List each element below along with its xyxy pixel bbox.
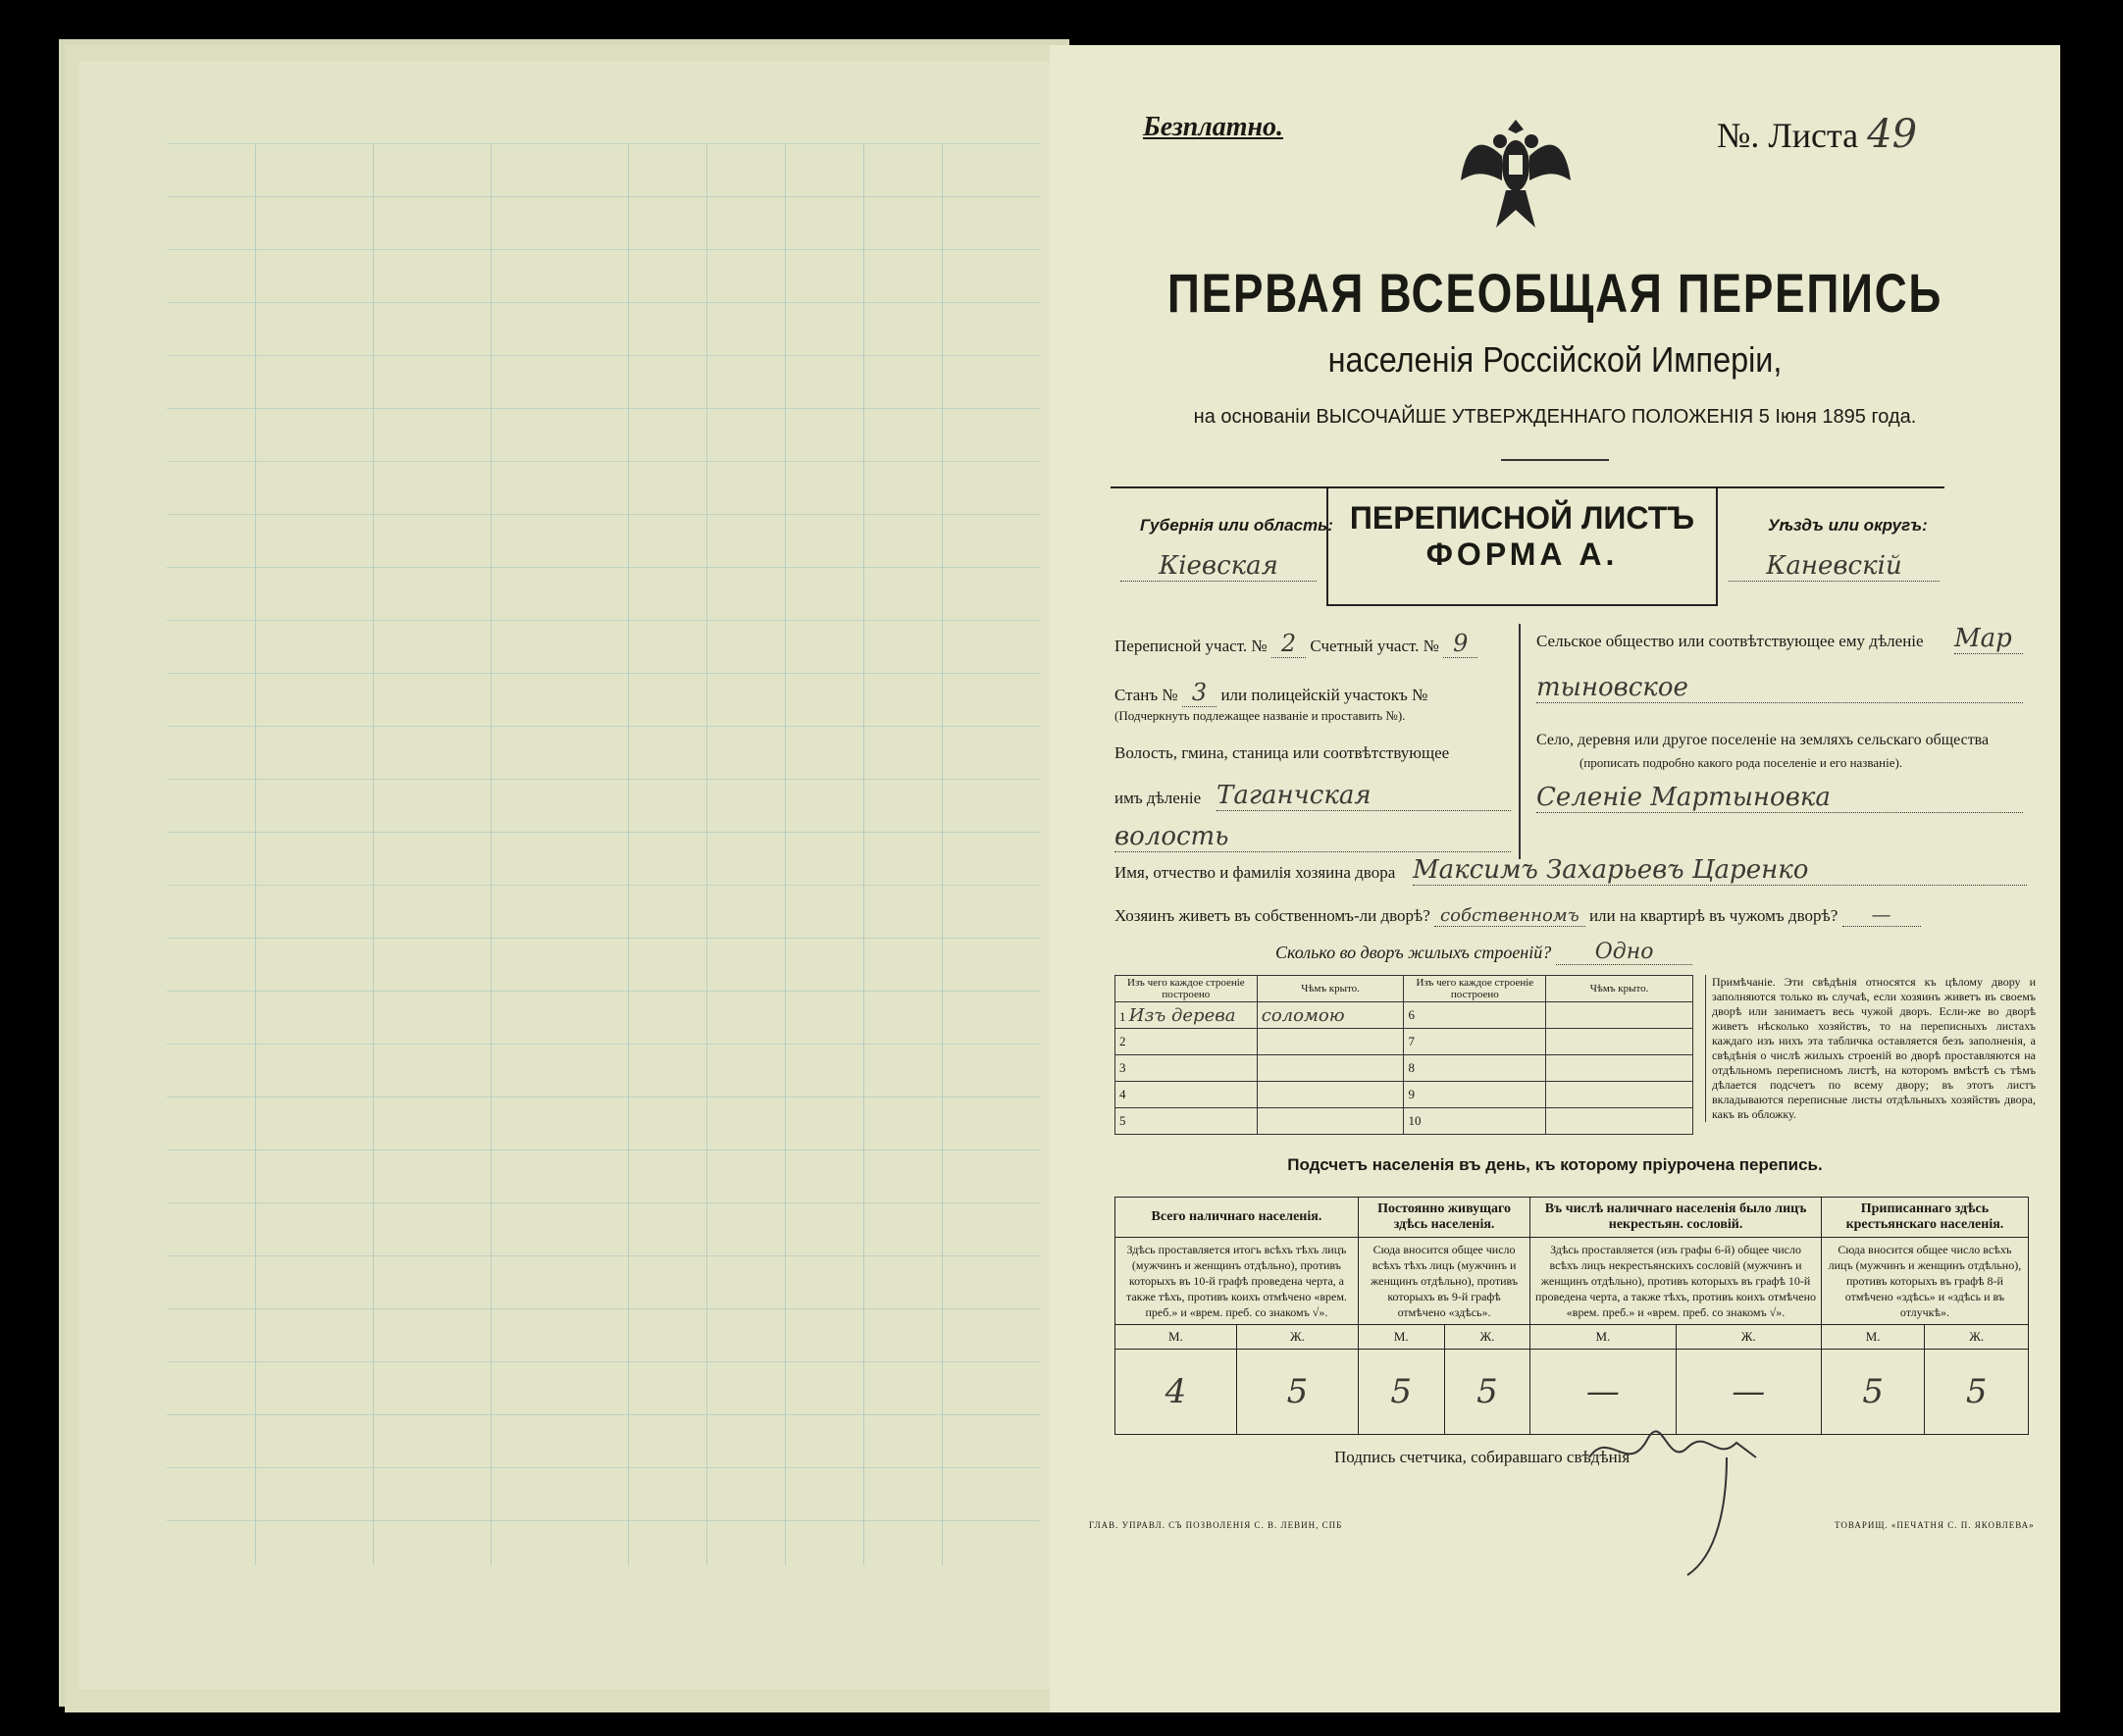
col-material: Изъ чего каждое строеніе построено [1404, 976, 1546, 1002]
census-district-value: 2 [1271, 630, 1306, 658]
population-count-table: Всего наличнаго населенія. Постоянно живущаго здѣсь населенія. Въ числѣ наличнаго населенія было лицъ некрестьян. сословій. Приписаннаго здѣсь крестьянскаго населенія. Здѣсь проставляется итогъ всѣхъ тѣхъ лицъ (мужчинъ и женщинъ отдѣльно), противъ которыхъ въ 10-й графѣ проведена черта, а также тѣхъ, противъ коихъ отмѣчено «врем. преб.» и «врем. преб. со знакомъ √». Сюда вносится общее число всѣхъ тѣхъ лицъ (мужчинъ и женщинъ отдѣльно), противъ которыхъ въ 9-й графѣ отмѣчено «здѣсь». Здѣсь проставляется (изъ графы 6-й) общее число всѣхъ лицъ некрестьянскихъ сословій (мужчинъ и женщинъ отдѣльно), противъ которыхъ въ графѣ 10-й проведена черта, а также тѣхъ, противъ коихъ отмѣчено «врем. преб.» и «врем. преб. со знакомъ √». Сюда вносится общее число всѣхъ лицъ (мужчинъ и женщинъ отдѣльно), противъ которыхъ въ графѣ 8-й отмѣчено «здѣсь» и «здѣсь и въ отлучкѣ». М. Ж. М. Ж. М. Ж. М. Ж. 4 5 5 5 — — 5 5 [1114, 1197, 2029, 1435]
sheet-number-value: 49 [1867, 112, 1918, 157]
community-value-2: тыновское [1536, 673, 2023, 703]
counting-district-value: 9 [1443, 630, 1477, 658]
count-col-desc: Здѣсь проставляется (изъ графы 6-й) общее число всѣхъ лицъ некрестьянскихъ сословій (мужчинъ и женщинъ отдѣльно), противъ которыхъ въ графѣ 10-й проведена черта, а также тѣхъ, противъ коихъ отмѣчено «врем. преб.» и «врем. преб. со знакомъ √». [1530, 1238, 1822, 1325]
stan-note: (Подчеркнуть подлежащее названіе и проставить №). [1114, 708, 1406, 723]
volost-label-2: имъ дѣленіе [1114, 789, 1202, 807]
col-roof: Чѣмъ крыто. [1546, 976, 1693, 1002]
document-title: ПЕРВАЯ ВСЕОБЩАЯ ПЕРЕПИСЬ [1166, 262, 1943, 324]
gubernia-label: Губернія или область: [1140, 516, 1333, 535]
census-district-line: Переписной участ. № 2 Счетный участ. № 9 [1114, 630, 1477, 657]
note-text: Примѣчаніе. Эти свѣдѣнія относятся къ цѣлому двору и заполняются только въ случаѣ, если хозяинъ живетъ въ своемъ дворѣ или занимаетъ весь чужой дворъ. Если-же во дворѣ живетъ нѣсколько хозяйствъ, то на переписныхъ листахъ каждаго изъ нихъ эта табличка оставляется безъ заполненія, а свѣдѣнія о числѣ жилыхъ строеній во дворѣ проставляются на отдѣльномъ переписномъ листѣ, на которомъ вмѣстѣ съ тѣмъ дѣлается подсчетъ по всему двору; въ этотъ листъ вкладываются переписные листы отдѣльныхъ хозяйствъ двора, какъ въ обложку. [1705, 975, 2036, 1122]
community-label: Сельское общество или соотвѣтствующее ему дѣленіе [1536, 632, 1924, 650]
volost-label: Волость, гмина, станица или соотвѣтствующее [1114, 743, 1450, 762]
left-page [78, 61, 1072, 1689]
community-value: Мар [1954, 624, 2023, 654]
table-row: 1 Изъ дерева соломою 6 [1115, 1002, 1693, 1029]
counter-signature [1579, 1418, 1776, 1585]
free-label: Безплатно. [1143, 112, 1284, 142]
census-form-page [1050, 45, 2060, 1712]
village-value: Селеніе Мартыновка [1536, 783, 2023, 813]
table-row: 2 7 [1115, 1029, 1693, 1055]
gubernia-value: Кіевская [1120, 551, 1317, 582]
footer-printer-right: ТОВАРИЩ. «ПЕЧАТНЯ С. П. ЯКОВЛЕВА» [1835, 1520, 2035, 1530]
count-col-title: Постоянно живущаго здѣсь населенія. [1358, 1198, 1529, 1238]
village-label: Село, деревня или другое поселеніе на земляхъ сельскаго общества [1536, 732, 1990, 748]
footer-printer-left: ГЛАВ. УПРАВЛ. СЪ ПОЗВОЛЕНІЯ С. В. ЛЕВИН, СПБ [1089, 1520, 1343, 1530]
imperial-eagle-icon [1457, 112, 1575, 239]
owner-value: Максимъ Захарьевъ Царенко [1413, 855, 2027, 886]
table-row: 3 8 [1115, 1055, 1693, 1082]
buildings-value: Одно [1556, 940, 1693, 965]
table-row: 4 9 [1115, 1082, 1693, 1108]
count-col-desc: Здѣсь проставляется итогъ всѣхъ тѣхъ лицъ (мужчинъ и женщинъ отдѣльно), противъ которыхъ въ 10-й графѣ проведена черта, а также тѣхъ, противъ коихъ отмѣчено «врем. преб.» и «врем. преб. со знакомъ √». [1115, 1238, 1359, 1325]
volost-value: Таганчская [1217, 781, 1511, 811]
left-page-grid [167, 143, 1040, 1565]
stan-value: 3 [1182, 679, 1217, 707]
buildings-line: Сколько во дворъ жилыхъ строеній? Одно [1275, 940, 1692, 964]
form-letter: ФОРМА А. [1425, 536, 1619, 572]
count-col-title: Всего наличнаго населенія. [1115, 1198, 1359, 1238]
count-col-desc: Сюда вносится общее число всѣхъ лицъ (мужчинъ и женщинъ отдѣльно), противъ которыхъ въ графѣ 8-й отмѣчено «здѣсь» и «здѣсь и въ отлучкѣ». [1821, 1238, 2028, 1325]
apartment-value: — [1842, 902, 1921, 927]
col-material: Изъ чего каждое строеніе построено [1115, 976, 1258, 1002]
document-subtitle: населенія Россійской Имперіи, [1327, 339, 1783, 380]
sheet-number [1717, 112, 1917, 157]
count-heading: Подсчетъ населенія въ день, къ которому пріурочена перепись. [1287, 1155, 1823, 1174]
table-row: 5 10 [1115, 1108, 1693, 1135]
form-title-box [1326, 488, 1718, 606]
uezd-value: Каневскій [1729, 551, 1940, 582]
volost-value-2: волость [1114, 822, 1511, 852]
col-roof: Чѣмъ крыто. [1257, 976, 1404, 1002]
stan-line: Станъ № 3 или полицейскій участокъ № [1114, 679, 1428, 706]
owner-lives-line: Хозяинъ живетъ въ собственномъ-ли дворѣ? собственномъ или на квартирѣ въ чужомъ дворѣ? — [1114, 902, 1921, 926]
column-divider [1519, 624, 1521, 859]
form-box [1111, 486, 1944, 614]
form-title: ПЕРЕПИСНОЙ ЛИСТЪ [1349, 500, 1695, 536]
owner-label: Имя, отчество и фамилія хозяина двора [1114, 863, 1396, 882]
count-col-desc: Сюда вносится общее число всѣхъ тѣхъ лицъ (мужчинъ и женщинъ отдѣльно), противъ которыхъ въ 9-й графѣ отмѣчено «здѣсь». [1358, 1238, 1529, 1325]
sheet-number-label: №. Листа [1717, 116, 1859, 155]
legal-basis: на основаніи ВЫСОЧАЙШЕ УТВЕРЖДЕННАГО ПОЛОЖЕНІЯ 5 Іюня 1895 года. [1193, 406, 1917, 428]
count-col-title: Приписаннаго здѣсь крестьянскаго населенія. [1821, 1198, 2028, 1238]
uezd-label: Уѣздъ или округъ: [1768, 516, 1928, 535]
count-values-row: 4 5 5 5 — — 5 5 [1115, 1350, 2029, 1435]
signature-label: Подпись счетчика, собиравшаго свѣдѣнія [1334, 1448, 1631, 1466]
village-note: (прописать подробно какого рода поселеніе и его названіе). [1579, 755, 1903, 770]
count-col-title: Въ числѣ наличнаго населенія было лицъ некрестьян. сословій. [1530, 1198, 1822, 1238]
buildings-table [1114, 975, 1693, 1135]
owner-lives-value: собственномъ [1434, 905, 1585, 927]
ornament-divider [1501, 459, 1609, 461]
